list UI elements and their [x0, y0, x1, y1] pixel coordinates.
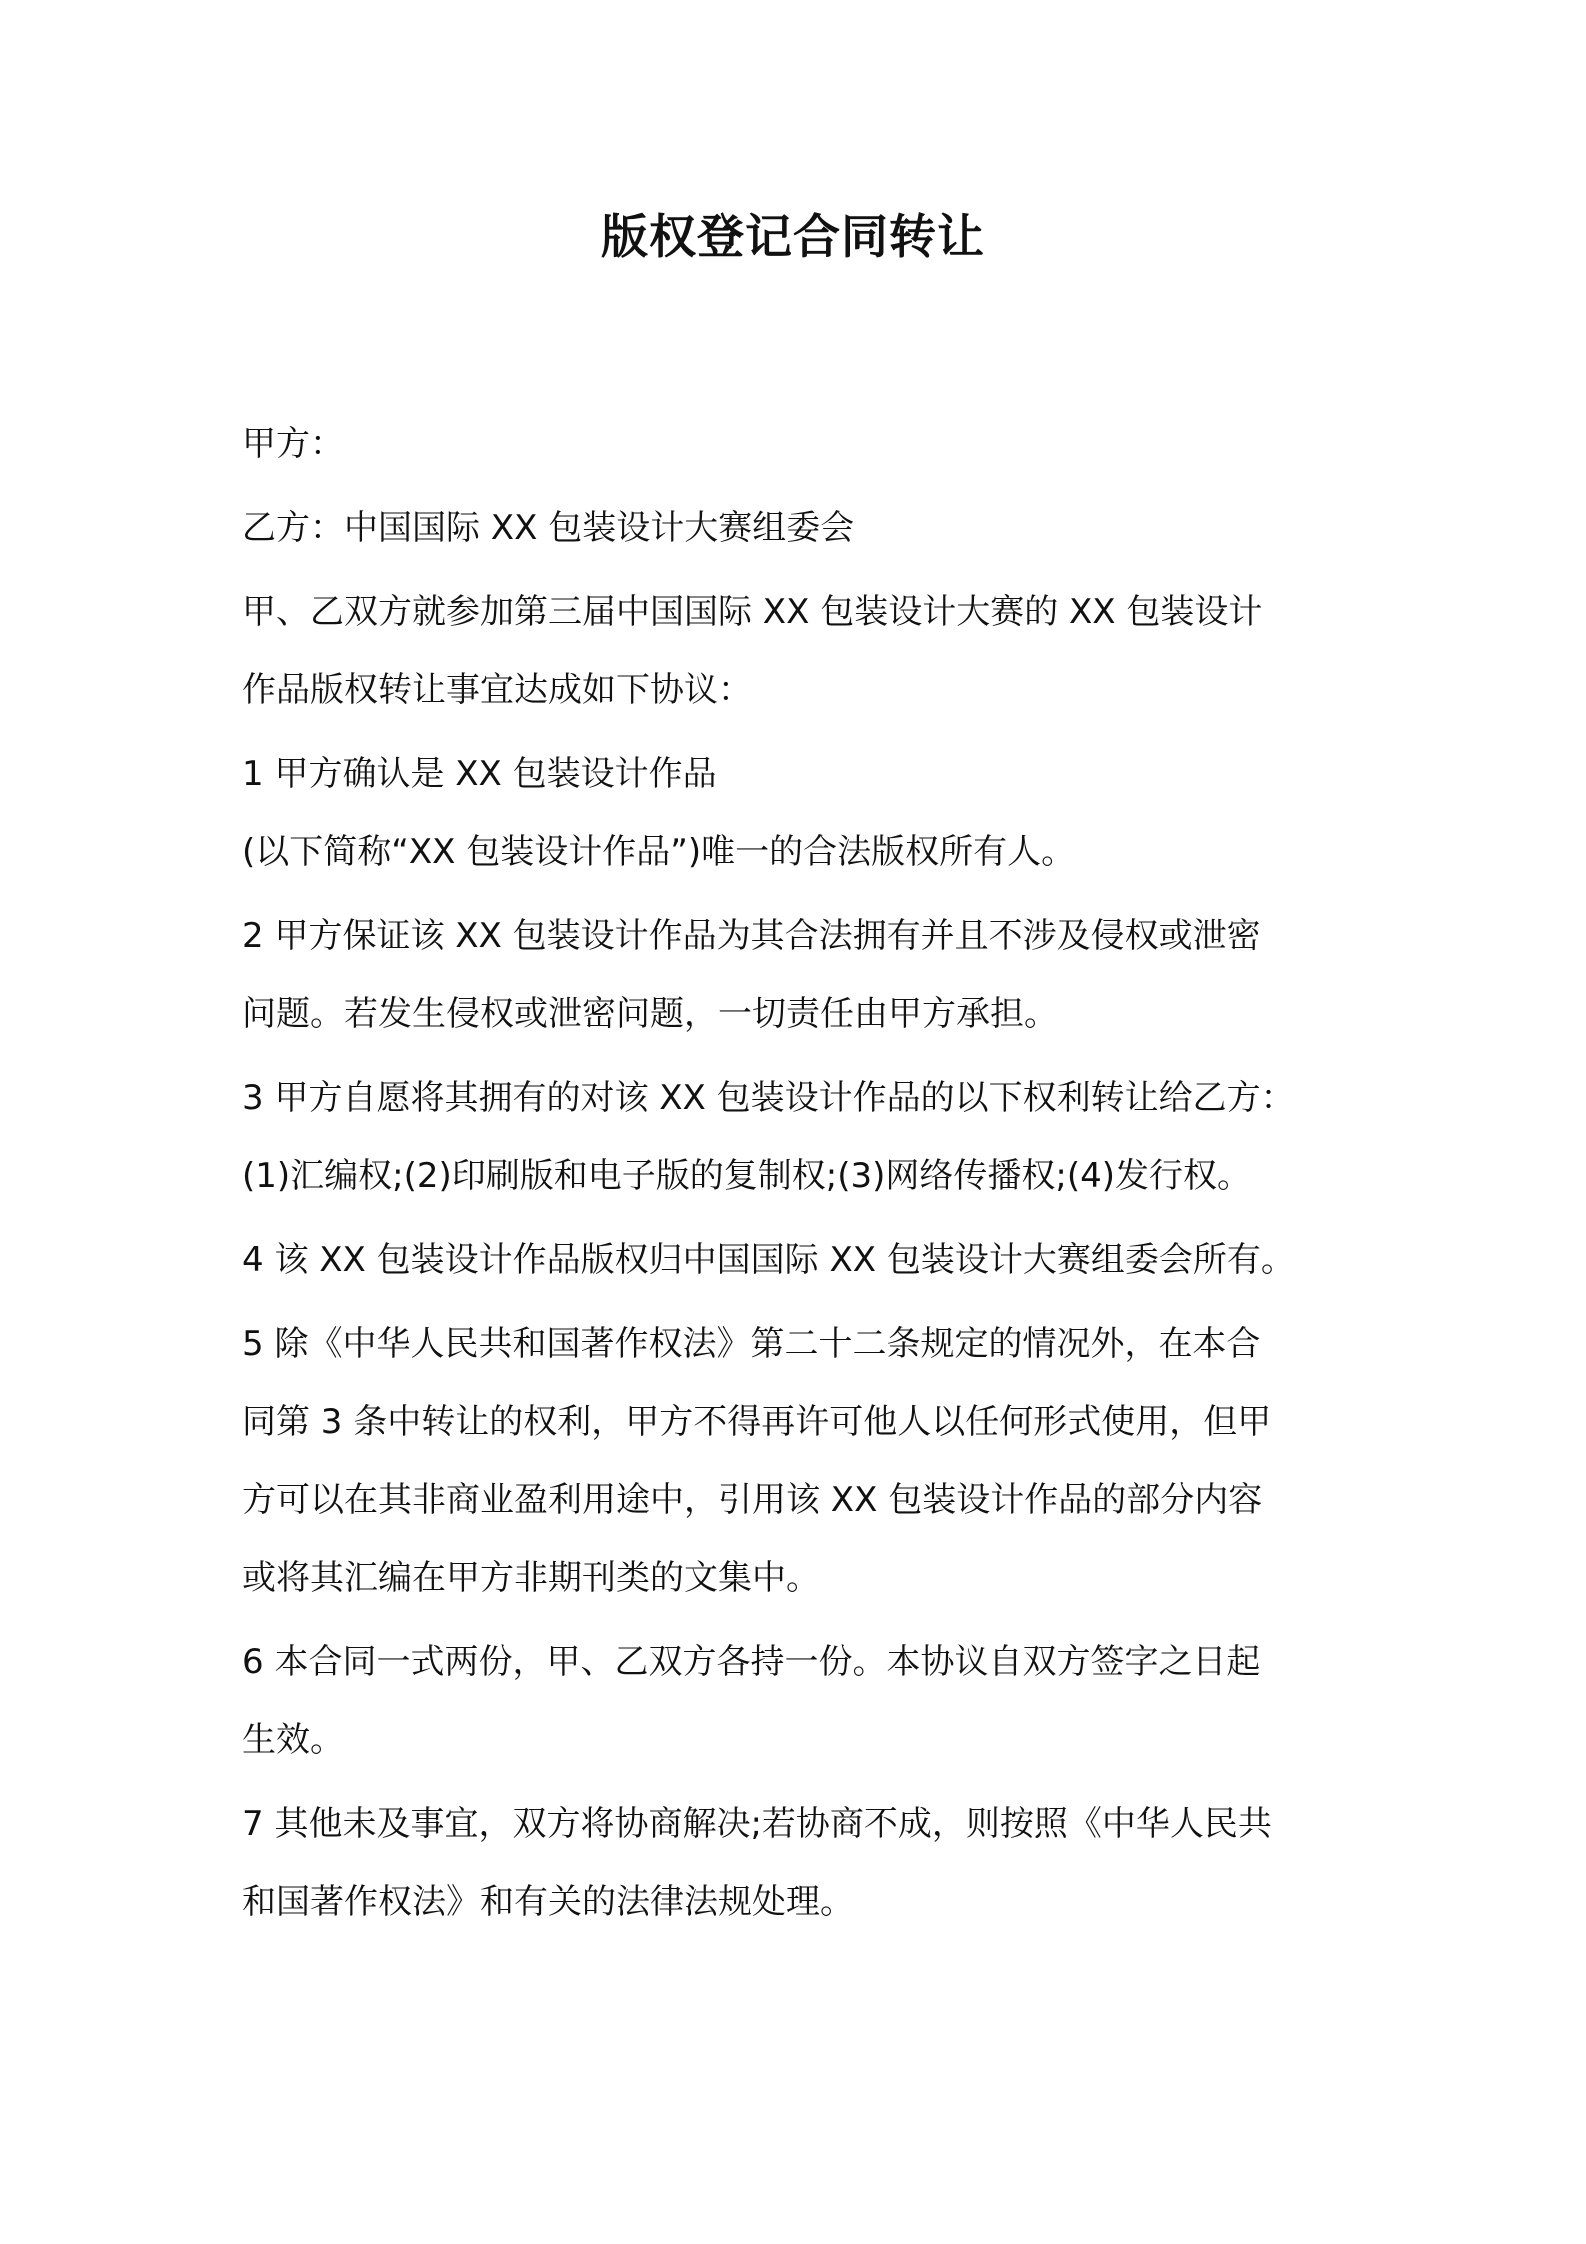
document-title: 版权登记合同转让	[601, 210, 985, 265]
party-a-line	[242, 405, 1372, 483]
clause-1	[242, 735, 1372, 891]
clause-line: (1)汇编权;(2)印刷版和电子版的复制权;(3)网络传播权;(4)发行权。	[242, 1156, 1252, 1196]
clause-line: 3 甲方自愿将其拥有的对该 XX 包装设计作品的以下权利转让给乙方：	[242, 1078, 1295, 1118]
clause-line: 生效。	[242, 1720, 344, 1760]
clause-line: 或将其汇编在甲方非期刊类的文集中。	[242, 1558, 820, 1598]
clause-4	[242, 1221, 1372, 1299]
clause-line: 方可以在其非商业盈利用途中，引用该 XX 包装设计作品的部分内容	[242, 1480, 1263, 1520]
clause-line: 5 除《中华人民共和国著作权法》第二十二条规定的情况外，在本合	[242, 1324, 1261, 1364]
clause-line: 7 其他未及事宜，双方将协商解决;若协商不成，则按照《中华人民共	[242, 1804, 1272, 1844]
intro-paragraph	[242, 573, 1372, 729]
party-b-text: 乙方：中国国际 XX 包装设计大赛组委会	[242, 508, 855, 548]
intro-line: 甲、乙双方就参加第三届中国国际 XX 包装设计大赛的 XX 包装设计	[242, 592, 1263, 632]
clause-6	[242, 1623, 1372, 1779]
clause-3	[242, 1059, 1372, 1215]
clause-line: 和国著作权法》和有关的法律法规处理。	[242, 1882, 854, 1922]
clause-line: 4 该 XX 包装设计作品版权归中国国际 XX 包装设计大赛组委会所有。	[242, 1240, 1295, 1280]
clause-5	[242, 1305, 1372, 1617]
clause-line: 1 甲方确认是 XX 包装设计作品	[242, 754, 717, 794]
clause-2	[242, 897, 1372, 1053]
clause-line: 同第 3 条中转让的权利，甲方不得再许可他人以任何形式使用，但甲	[242, 1402, 1272, 1442]
clause-line: (以下简称“XX 包装设计作品”)唯一的合法版权所有人。	[242, 832, 1076, 872]
intro-line: 作品版权转让事宜达成如下协议：	[242, 670, 752, 710]
clause-line: 问题。若发生侵权或泄密问题，一切责任由甲方承担。	[242, 994, 1058, 1034]
party-b-line	[242, 489, 1372, 567]
clause-7	[242, 1785, 1372, 1941]
clause-line: 2 甲方保证该 XX 包装设计作品为其合法拥有并且不涉及侵权或泄密	[242, 916, 1261, 956]
document-body	[242, 405, 1372, 1947]
clause-line: 6 本合同一式两份，甲、乙双方各持一份。本协议自双方签字之日起	[242, 1642, 1261, 1682]
party-a-text: 甲方：	[242, 424, 344, 464]
